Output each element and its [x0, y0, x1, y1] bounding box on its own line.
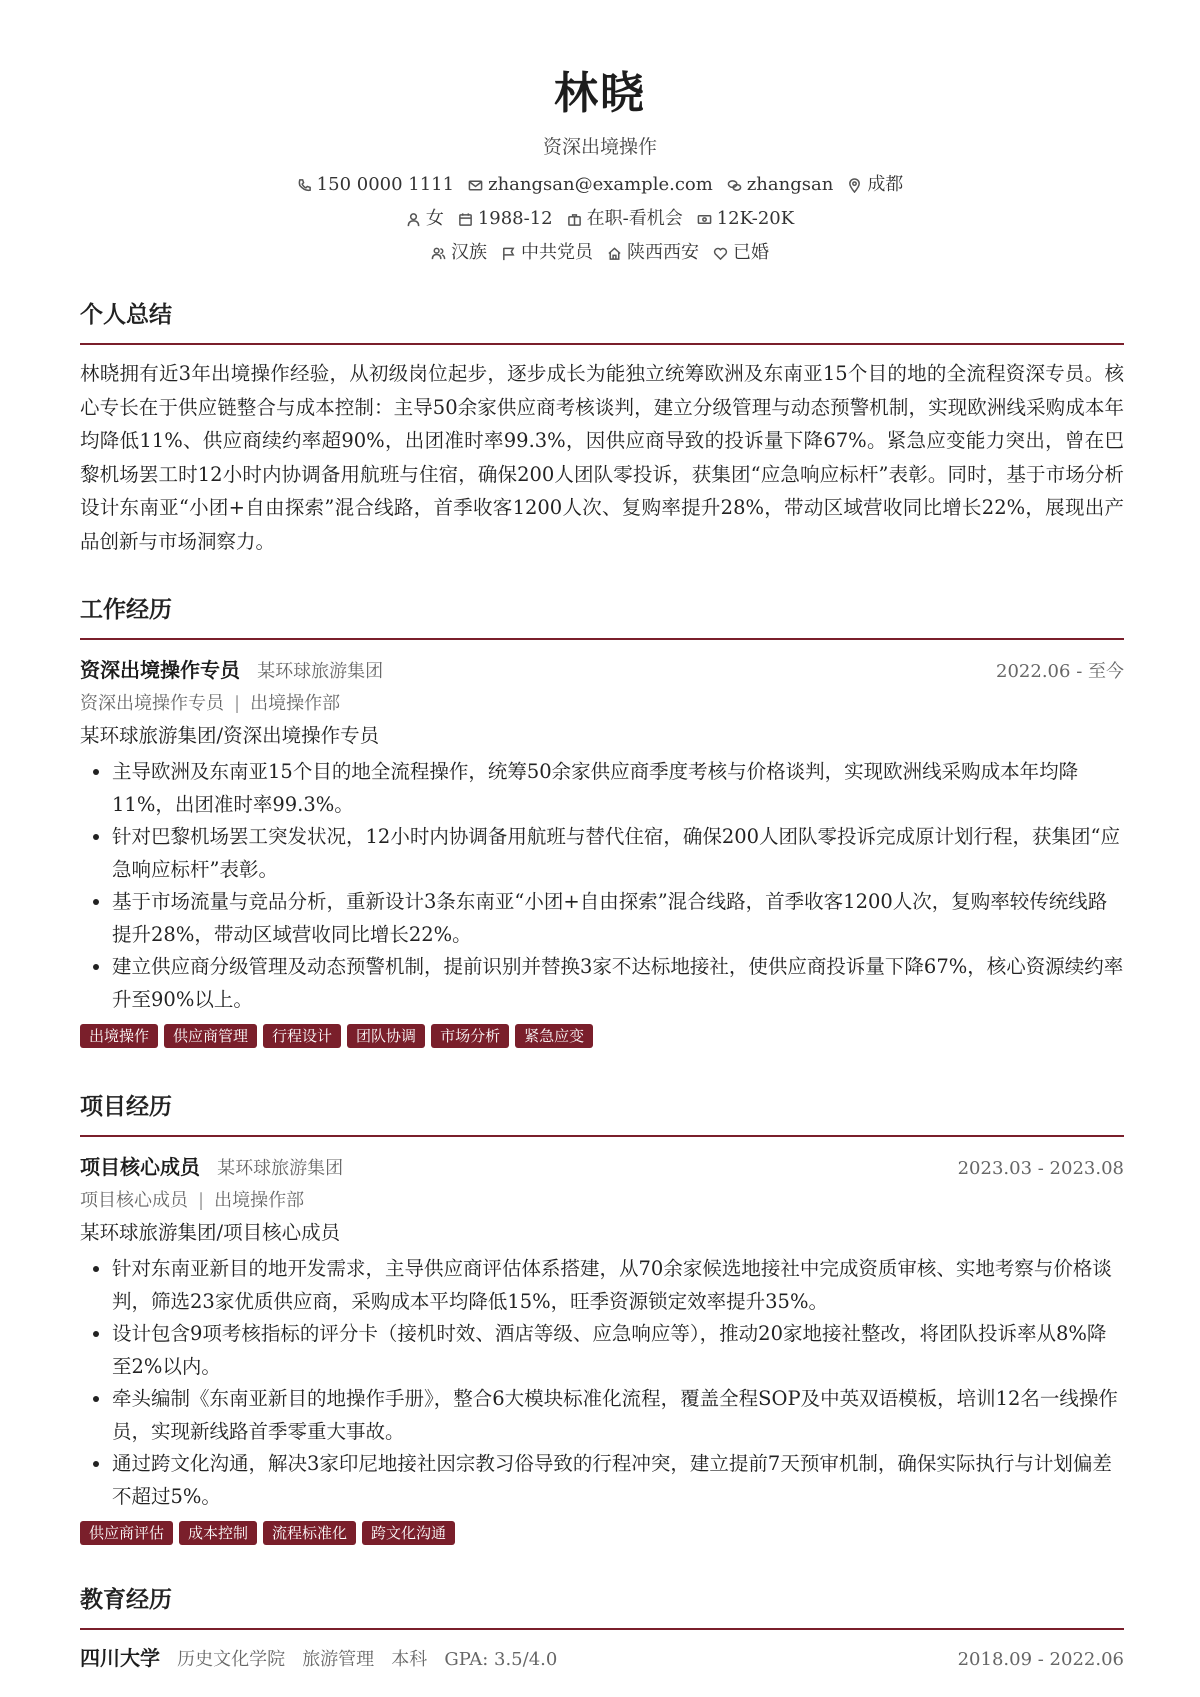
home-icon	[607, 246, 622, 261]
calendar-icon	[458, 212, 473, 227]
skill-tag: 跨文化沟通	[362, 1521, 455, 1545]
work-title: 工作经历	[80, 596, 172, 623]
salary-text: 12K-20K	[716, 208, 795, 229]
skill-tag: 流程标准化	[263, 1521, 356, 1545]
work-position: 资深出境操作专员	[80, 658, 240, 682]
candidate-name: 林晓	[554, 68, 646, 119]
wechat-icon	[727, 178, 742, 193]
wechat-text: zhangsan	[746, 174, 834, 195]
briefcase-icon	[567, 212, 582, 227]
education-date: 2018.09 - 2022.06	[957, 1649, 1124, 1670]
email-text: zhangsan@example.com	[488, 174, 713, 195]
project-company-line: 某环球旅游集团/项目核心成员	[80, 1221, 341, 1244]
work-bullets	[80, 756, 1124, 1016]
location-text: 成都	[867, 174, 904, 195]
work-subtitle	[80, 688, 1124, 720]
birth-text: 1988-12	[477, 208, 553, 229]
project-sub-dept: 出境操作部	[214, 1190, 305, 1211]
project-company: 某环球旅游集团	[217, 1158, 344, 1179]
work-divider	[80, 638, 1124, 640]
work-sub-separator: |	[234, 693, 241, 714]
work-sub-dept: 出境操作部	[250, 693, 341, 714]
skill-tag: 供应商评估	[80, 1521, 173, 1545]
skill-tag: 市场分析	[431, 1024, 509, 1048]
background-info-line	[0, 236, 1200, 270]
project-tags	[80, 1521, 1124, 1545]
heart-icon	[713, 246, 728, 261]
education-entry	[80, 1642, 1124, 1676]
status-item	[567, 202, 683, 236]
list-item: • 牵头编制《东南亚新目的地操作手册》，整合6大模块标准化流程，覆盖全程SOP及中英双语模板，培训12名一线操作员，实现新线路首季零重大事故。	[112, 1383, 1124, 1448]
education-major: 旅游管理	[302, 1649, 375, 1670]
summary-title: 个人总结	[80, 301, 172, 328]
education-divider	[80, 1628, 1124, 1630]
list-item: • 针对东南亚新目的地开发需求，主导供应商评估体系搭建，从70余家候选地接社中完成资质审核、实地考察与价格谈判，筛选23家优质供应商，采购成本平均降低15%，旺季资源锁定效率提升35%。	[112, 1253, 1124, 1318]
flag-icon	[501, 246, 516, 261]
work-company: 某环球旅游集团	[257, 661, 384, 682]
mail-icon	[468, 178, 483, 193]
salary-item	[697, 202, 794, 236]
project-entry-header	[80, 1151, 1124, 1185]
list-item: • 建立供应商分级管理及动态预警机制，提前识别并替换3家不达标地接社，使供应商投诉量下降67%，核心资源续约率升至90%以上。	[112, 951, 1124, 1016]
political-text: 中共党员	[521, 242, 593, 263]
political-item	[501, 236, 593, 270]
money-icon	[697, 212, 712, 227]
marital-text: 已婚	[733, 242, 769, 263]
wechat-item	[727, 168, 833, 202]
location-icon	[847, 178, 862, 193]
contact-line	[0, 168, 1200, 202]
work-date: 2022.06 - 至今	[996, 661, 1124, 682]
gender-text: 女	[425, 208, 444, 229]
phone-item	[297, 168, 454, 202]
work-company-line: 某环球旅游集团/资深出境操作专员	[80, 724, 380, 747]
personal-info-line	[0, 202, 1200, 236]
list-item: • 基于市场流量与竞品分析，重新设计3条东南亚“小团+自由探索”混合线路，首季收客1200人次，复购率较传统线路提升28%，带动区域营收同比增长22%。	[112, 886, 1124, 951]
birth-item	[458, 202, 553, 236]
list-item: • 通过跨文化沟通，解决3家印尼地接社因宗教习俗导致的行程冲突，建立提前7天预审机制，确保实际执行与计划偏差不超过5%。	[112, 1448, 1124, 1513]
education-section	[80, 1582, 1124, 1676]
summary-section	[80, 297, 1124, 558]
work-sub-role: 资深出境操作专员	[80, 693, 224, 714]
summary-divider	[80, 343, 1124, 345]
skill-tag: 行程设计	[263, 1024, 341, 1048]
hometown-item	[607, 236, 699, 270]
project-date: 2023.03 - 2023.08	[957, 1158, 1124, 1179]
project-title: 项目经历	[80, 1093, 172, 1120]
location-item	[847, 168, 903, 202]
project-sub-separator: |	[198, 1190, 205, 1211]
gender-item	[406, 202, 444, 236]
list-item: • 设计包含9项考核指标的评分卡（接机时效、酒店等级、应急响应等），推动20家地接社整改，将团队投诉率从8%降至2%以内。	[112, 1318, 1124, 1383]
hometown-text: 陕西西安	[627, 242, 699, 263]
work-section	[80, 592, 1124, 1048]
education-title: 教育经历	[80, 1586, 172, 1613]
ethnicity-item	[431, 236, 487, 270]
education-college: 历史文化学院	[177, 1649, 286, 1670]
email-item	[468, 168, 713, 202]
project-section	[80, 1089, 1124, 1545]
education-degree: 本科	[391, 1649, 428, 1670]
work-entry-header	[80, 654, 1124, 688]
summary-text: 林晓拥有近3年出境操作经验，从初级岗位起步，逐步成长为能独立统筹欧洲及东南亚15个目的地的全流程资深专员。核心专长在于供应链整合与成本控制：主导50余家供应商考核谈判，建立分级管理与动态预警机制，实现欧洲线采购成本年均降低11%、供应商续约率超90%，出团准时率99.3%，因供应商导致的投诉量下降67%。紧急应变能力突出，曾在巴黎机场罢工时12小时内协调备用航班与住宿，确保200人团队零投诉，获集团“应急响应标杆”表彰。同时，基于市场分析设计东南亚“小团+自由探索”混合线路，首季收客1200人次、复购率提升28%，带动区域营收同比增长22%，展现出产品创新与市场洞察力。	[80, 362, 1124, 553]
project-position: 项目核心成员	[80, 1155, 200, 1179]
education-gpa: GPA: 3.5/4.0	[444, 1649, 558, 1670]
skill-tag: 出境操作	[80, 1024, 158, 1048]
skill-tag: 成本控制	[179, 1521, 257, 1545]
skill-tag: 供应商管理	[164, 1024, 257, 1048]
project-sub-role: 项目核心成员	[80, 1190, 188, 1211]
skill-tag: 紧急应变	[515, 1024, 593, 1048]
status-text: 在职-看机会	[586, 208, 683, 229]
marital-item	[713, 236, 769, 270]
resume-header	[0, 0, 1200, 270]
skill-tag: 团队协调	[347, 1024, 425, 1048]
user-icon	[406, 212, 421, 227]
work-tags	[80, 1024, 1124, 1048]
candidate-role: 资深出境操作	[542, 136, 657, 158]
phone-text: 150 0000 1111	[316, 174, 455, 195]
education-school: 四川大学	[80, 1646, 160, 1670]
people-icon	[431, 246, 446, 261]
project-bullets	[80, 1253, 1124, 1513]
ethnicity-text: 汉族	[451, 242, 487, 263]
list-item: • 主导欧洲及东南亚15个目的地全流程操作，统筹50余家供应商季度考核与价格谈判，实现欧洲线采购成本年均降11%，出团准时率99.3%。	[112, 756, 1124, 821]
list-item: • 针对巴黎机场罢工突发状况，12小时内协调备用航班与替代住宿，确保200人团队零投诉完成原计划行程，获集团“应急响应标杆”表彰。	[112, 821, 1124, 886]
phone-icon	[297, 178, 312, 193]
project-divider	[80, 1135, 1124, 1137]
project-subtitle	[80, 1185, 1124, 1217]
